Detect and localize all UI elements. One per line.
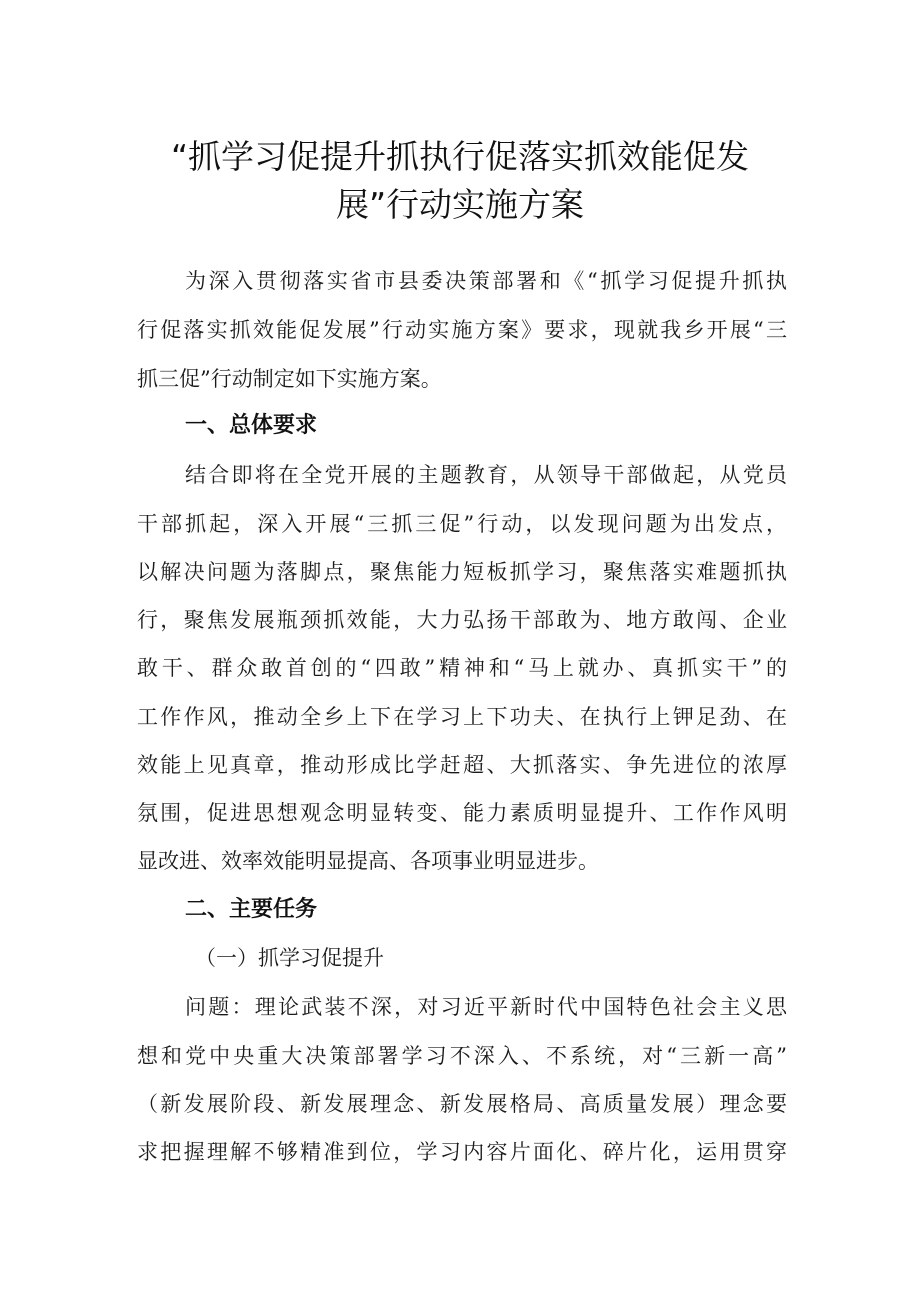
paragraph-line: 干部抓起，深入开展“三抓三促”行动，以发现问题为出发点， — [137, 512, 787, 536]
paragraph-line: 工作作风，推动全乡上下在学习上下功夫、在执行上钾足劲、在 — [137, 705, 787, 729]
paragraph-line: 显改进、效率效能明显提高、各项事业明显进步。 — [137, 849, 599, 873]
intro-line: 行促落实抓效能促发展”行动实施方案》要求，现就我乡开展“三 — [137, 318, 787, 342]
paragraph-line: 行，聚焦发展瓶颈抓效能，大力弘扬干部敢为、地方敢闯、企业 — [137, 608, 787, 632]
document-title-line-2: 展”行动实施方案 — [335, 185, 585, 224]
paragraph-line: 敢干、群众敢首创的“四敢”精神和“马上就办、真抓实干”的 — [137, 656, 787, 680]
paragraph-line: 效能上见真章，推动形成比学赶超、大抓落实、争先进位的浓厚 — [137, 753, 787, 777]
paragraph-line: （新发展阶段、新发展理念、新发展格局、高质量发展）理念要 — [137, 1092, 787, 1116]
paragraph-line: 求把握理解不够精准到位，学习内容片面化、碎片化，运用贯穿 — [137, 1140, 787, 1164]
paragraph-line: 问题：理论武装不深，对习近平新时代中国特色社会主义思 — [185, 995, 787, 1019]
intro-line: 为深入贯彻落实省市县委决策部署和《“抓学习促提升抓执 — [185, 269, 787, 293]
paragraph-line: 以解决问题为落脚点，聚焦能力短板抓学习，聚焦落实难题抓执 — [137, 560, 787, 584]
subsection-heading: （一）抓学习促提升 — [195, 946, 384, 970]
paragraph-line: 氛围，促进思想观念明显转变、能力素质明显提升、工作作风明 — [137, 801, 787, 825]
intro-line: 抓三促”行动制定如下实施方案。 — [137, 367, 442, 391]
paragraph-line: 结合即将在全党开展的主题教育，从领导干部做起，从党员 — [185, 463, 787, 487]
section-heading-general-requirements: 一、总体要求 — [185, 413, 318, 438]
section-heading-main-tasks: 二、主要任务 — [185, 897, 318, 922]
paragraph-line: 想和党中央重大决策部署学习不深入、不系统，对“三新一高” — [137, 1044, 787, 1068]
document-title-line-1: “抓学习促提升抓执行促落实抓效能促发 — [170, 137, 750, 176]
